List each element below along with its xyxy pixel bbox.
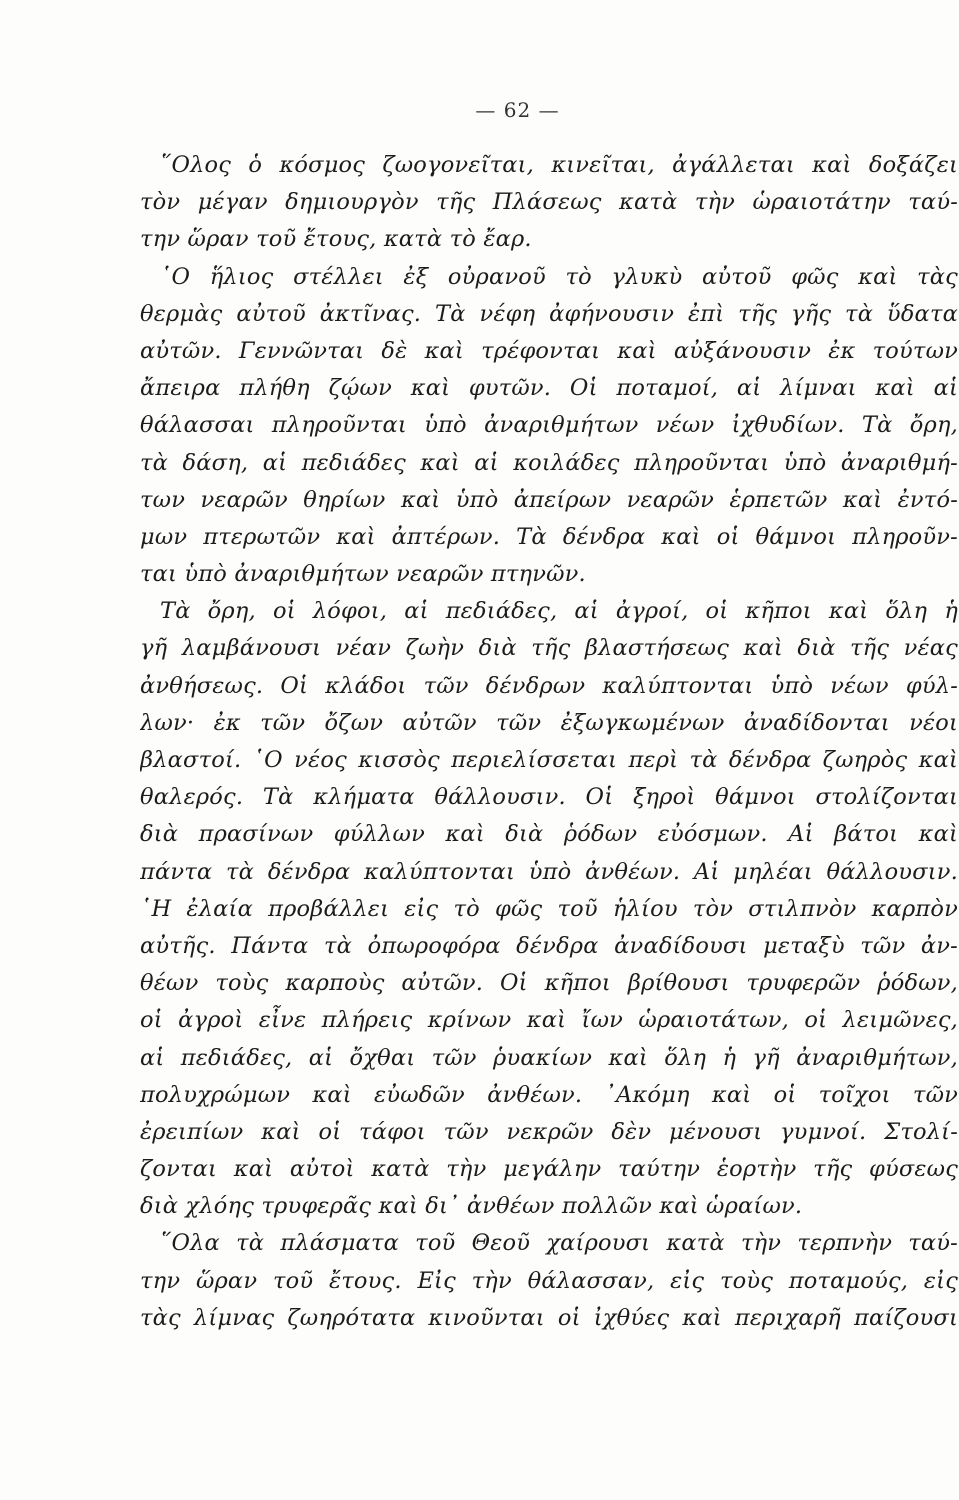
text-line: λων· ἐκ τῶν ὄζων αὐτῶν τῶν ἐξωγκωμένων ἀναδίδονται νέοι <box>140 709 958 736</box>
text-line: τὸν μέγαν δημιουργὸν τῆς Πλάσεως κατὰ τὴν ὡραιοτάτην ταύ- <box>140 189 958 216</box>
text-line: γῆ λαμβάνουσι νέαν ζωὴν διὰ τῆς βλαστήσεως καὶ διὰ τῆς νέας <box>140 635 958 662</box>
text-line: την ὥραν τοῦ ἔτους. Εἰς τὴν θάλασσαν, εἰς τοὺς ποταμούς, εἰς <box>140 1267 958 1294</box>
text-line: ζονται καὶ αὐτοὶ κατὰ τὴν μεγάλην ταύτην ἑορτὴν τῆς φύσεως <box>140 1156 958 1183</box>
text-line: θερμὰς αὐτοῦ ἀκτῖνας. Τὰ νέφη ἀφήνουσιν ἐπὶ τῆς γῆς τὰ ὕδατα <box>140 300 958 327</box>
text-line: πολυχρώμων καὶ εὐωδῶν ἀνθέων. ᾿Ακόμη καὶ οἱ τοῖχοι τῶν <box>140 1081 958 1108</box>
text-line: ῞Ολα τὰ πλάσματα τοῦ Θεοῦ χαίρουσι κατὰ τὴν τερπνὴν ταύ- <box>160 1230 958 1257</box>
text-line: θάλασσαι πληροῦνται ὑπὸ ἀναριθμήτων νέων ἰχθυδίων. Τὰ ὄρη, <box>140 412 958 439</box>
text-line: ἐρειπίων καὶ οἱ τάφοι τῶν νεκρῶν δὲν μένουσι γυμνοί. Στολί- <box>140 1118 958 1145</box>
text-line: θαλερός. Τὰ κλήματα θάλλουσιν. Οἱ ξηροὶ θάμνοι στολίζονται <box>140 784 958 811</box>
text-line: ῾Η ἐλαία προβάλλει εἰς τὸ φῶς τοῦ ἡλίου τὸν στιλπνὸν καρπὸν <box>140 895 958 922</box>
text-line: Τὰ ὄρη, οἱ λόφοι, αἱ πεδιάδες, αἱ ἀγροί, οἱ κῆποι καὶ ὅλη ἡ <box>160 598 958 625</box>
body-text <box>140 147 958 1337</box>
text-line: αὐτῆς. Πάντα τὰ ὀπωροφόρα δένδρα ἀναδίδουσι μεταξὺ τῶν ἀν- <box>140 932 958 959</box>
text-line: αἱ πεδιάδες, αἱ ὄχθαι τῶν ῥυακίων καὶ ὅλη ἡ γῆ ἀναριθμήτων, <box>140 1044 958 1071</box>
text-line: διὰ χλόης τρυφερᾶς καὶ δι᾿ ἀνθέων πολλῶν καὶ ὡραίων. <box>140 1193 803 1220</box>
text-line: βλαστοί. ῾Ο νέος κισσὸς περιελίσσεται περὶ τὰ δένδρα ζωηρὸς καὶ <box>140 747 958 773</box>
text-line: τὰ δάση, αἱ πεδιάδες καὶ αἱ κοιλάδες πληροῦνται ὑπὸ ἀναριθμή- <box>140 449 958 476</box>
text-line: πάντα τὰ δένδρα καλύπτονται ὑπὸ ἀνθέων. Αἱ μηλέαι θάλλουσιν. <box>140 858 958 885</box>
text-line: διὰ πρασίνων φύλλων καὶ διὰ ῥόδων εὐόσμων. Αἱ βάτοι καὶ <box>140 821 958 848</box>
text-line: την ὥραν τοῦ ἔτους, κατὰ τὸ ἔαρ. <box>140 226 532 253</box>
text-line: ῾Ο ἥλιος στέλλει ἐξ οὐρανοῦ τὸ γλυκὺ αὐτοῦ φῶς καὶ τὰς <box>160 263 958 290</box>
text-line: μων πτερωτῶν καὶ ἀπτέρων. Τὰ δένδρα καὶ οἱ θάμνοι πληροῦν- <box>140 523 958 550</box>
page-number: — 62 — <box>475 98 560 122</box>
text-line: τὰς λίμνας ζωηρότατα κινοῦνται οἱ ἰχθύες καὶ περιχαρῆ παίζουσι <box>140 1304 958 1331</box>
text-line: των νεαρῶν θηρίων καὶ ὑπὸ ἀπείρων νεαρῶν ἑρπετῶν καὶ ἐντό- <box>140 486 958 513</box>
text-line: οἱ ἀγροὶ εἶνε πλήρεις κρίνων καὶ ἴων ὡραιοτάτων, οἱ λειμῶνες, <box>140 1007 958 1034</box>
text-line: ται ὑπὸ ἀναριθμήτων νεαρῶν πτηνῶν. <box>140 561 586 588</box>
text-line: θέων τοὺς καρποὺς αὐτῶν. Οἱ κῆποι βρίθουσι τρυφερῶν ῥόδων, <box>140 970 958 997</box>
text-line: ῞Ολος ὁ κόσμος ζωογονεῖται, κινεῖται, ἀγάλλεται καὶ δοξάζει <box>160 152 958 178</box>
text-line: ἄπειρα πλήθη ζῴων καὶ φυτῶν. Οἱ ποταμοί, αἱ λίμναι καὶ αἱ <box>140 375 958 402</box>
text-line: ἀνθήσεως. Οἱ κλάδοι τῶν δένδρων καλύπτονται ὑπὸ νέων φύλ- <box>140 672 958 699</box>
text-line: αὐτῶν. Γεννῶνται δὲ καὶ τρέφονται καὶ αὐξάνουσιν ἐκ τούτων <box>140 337 958 364</box>
